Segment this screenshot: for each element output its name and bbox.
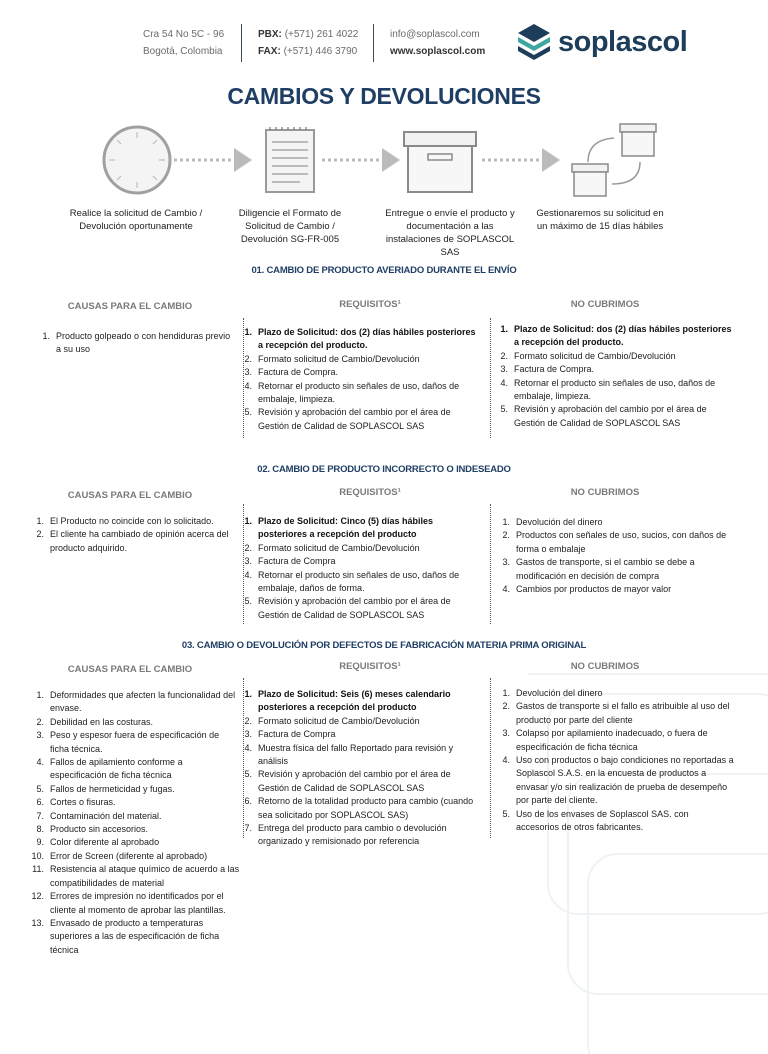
list-item: 1. Devolución del dinero xyxy=(502,688,603,698)
no-cubrimos-header: NO CUBRIMOS xyxy=(570,487,640,498)
causas-header: CAUSAS PARA EL CAMBIO xyxy=(67,664,193,675)
boxes-icon xyxy=(572,124,656,196)
column-divider xyxy=(490,678,491,838)
list-item: 3. Gastos de transporte, si el cambio se debe a modificación en decisión de compra xyxy=(502,557,695,581)
list-item: 5. Fallos de hermeticidad y fugas. xyxy=(36,783,175,794)
no-cubrimos-list xyxy=(492,323,732,430)
list-item: 1. Devolución del dinero xyxy=(502,517,603,527)
list-item: 3. Colapso por apilamiento inadecuado, o fuera de especificación de ficha técnica xyxy=(502,728,708,752)
list-item: 5. Revisión y aprobación del cambio por el área de Gestión de Calidad de SOPLASCOL SAS xyxy=(244,596,451,620)
list-item: 4. Retornar el producto sin señales de uso, daños de embalaje, daños de forma. xyxy=(244,569,460,594)
list-item: 10. Error de Screen (diferente al aprobado) xyxy=(31,850,208,861)
section-2-title: 02. CAMBIO DE PRODUCTO INCORRECTO O INDESEADO xyxy=(257,464,511,475)
list-item: 2. Debilidad en las costuras. xyxy=(36,716,154,727)
list-item: 3. Factura de Compra xyxy=(244,729,336,740)
email-link[interactable]: info@soplascol.com xyxy=(390,29,480,40)
list-item: 2. Gastos de transporte si el fallo es atribuible al uso del producto por parte del cliente xyxy=(502,701,730,725)
arrow-icon xyxy=(174,148,252,172)
header-divider xyxy=(241,24,242,62)
list-item: 4. Retornar el producto sin señales de uso, daños de embalaje, limpieza. xyxy=(244,380,460,405)
logo-icon xyxy=(516,22,552,62)
no-cubrimos-header: NO CUBRIMOS xyxy=(570,661,640,672)
company-address xyxy=(143,26,224,60)
list-item: 1. El Producto no coincide con lo solicitado. xyxy=(36,516,214,526)
requisitos-header: REQUISITOS¹ xyxy=(339,487,401,498)
step-3-text: Entregue o envíe el producto y documentación a las instalaciones de SOPLASCOL SAS xyxy=(385,208,515,258)
list-item: 2. Formato solicitud de Cambio/Devolución xyxy=(500,350,676,361)
city-line: Bogotá, Colombia xyxy=(143,46,223,57)
company-contact xyxy=(390,26,485,60)
causas-list xyxy=(28,689,240,957)
list-item: 5. Uso de los envases de Soplascol SAS. con accesorios de otros fabricantes. xyxy=(502,808,689,833)
list-item: 3. Factura de Compra xyxy=(244,556,336,567)
fax-label: FAX: xyxy=(258,46,281,57)
address-line: Cra 54 No 5C - 96 xyxy=(143,29,225,40)
list-item: 3. Factura de Compra. xyxy=(500,364,595,375)
fax-number: (+571) 446 3790 xyxy=(283,46,358,57)
requisitos-header: REQUISITOS¹ xyxy=(339,661,401,672)
company-phones xyxy=(258,26,358,60)
step-2-text: Diligencie el Formato de Solicitud de Cambio / Devolución SG-FR-005 xyxy=(238,208,342,245)
letterhead xyxy=(0,0,768,76)
list-item: 1. Deformidades que afecten la funcionalidad del envase. xyxy=(36,690,236,714)
column-divider xyxy=(490,504,491,624)
list-item: 3. Factura de Compra. xyxy=(244,367,339,378)
arrow-icon xyxy=(482,148,560,172)
clock-icon xyxy=(104,127,170,193)
list-item: 7. Entrega del producto para cambio o devolución organizado y remisionado por referencia xyxy=(244,823,447,847)
column-divider xyxy=(490,318,491,438)
causas-header: CAUSAS PARA EL CAMBIO xyxy=(67,301,193,312)
list-item: 11. Resistencia al ataque químico de acuerdo a las compatibilidades de material xyxy=(32,864,240,888)
arrow-icon xyxy=(322,148,400,172)
list-item: 2. Formato solicitud de Cambio/Devolución xyxy=(244,353,420,364)
list-item: 8. Producto sin accesorios. xyxy=(36,824,149,835)
list-item: 7. Contaminación del material. xyxy=(36,810,162,821)
list-item: 6. Cortes o fisuras. xyxy=(36,797,116,808)
list-item: 5. Revisión y aprobación del cambio por el área de Gestión de Calidad de SOPLASCOL SAS xyxy=(244,769,451,793)
list-item: 6. Retorno de la totalidad producto para cambio (cuando sea solicitado por SOPLASCOL SAS) xyxy=(244,796,474,820)
list-item: 2. El cliente ha cambiado de opinión acerca del producto adquirido. xyxy=(36,529,229,553)
website-link[interactable]: www.soplascol.com xyxy=(390,46,486,57)
list-item: 13. Envasado de producto a temperaturas superiores a las de especificación de ficha técnica xyxy=(31,917,220,955)
list-item: 5. Revisión y aprobación del cambio por el área de Gestión de Calidad de SOPLASCOL SAS xyxy=(244,407,451,431)
requisitos-list xyxy=(236,326,481,433)
step-1-text: Realice la solicitud de Cambio / Devolución oportunamente xyxy=(69,208,203,232)
list-item: 4. Uso con productos o bajo condiciones no reportadas a Soplascol S.A.S. en la encuesta de productos a envasar y/o sin realización de prueba de desempeño por parte del cliente. xyxy=(502,755,734,806)
list-item: 12. Errores de impresión no identificados por el cliente al momento de aprobar las plantillas. xyxy=(31,891,226,915)
soplascol-logo xyxy=(516,22,687,62)
causas-list xyxy=(28,515,238,555)
no-cubrimos-header: NO CUBRIMOS xyxy=(570,299,640,310)
causas-header: CAUSAS PARA EL CAMBIO xyxy=(67,490,193,501)
form-icon xyxy=(266,127,314,192)
list-item: 1. Plazo de Solicitud: dos (2) días hábiles posteriores a recepción del producto. xyxy=(244,327,476,351)
causas-list xyxy=(34,330,234,357)
requisitos-header: REQUISITOS¹ xyxy=(339,299,401,310)
list-item: 4. Fallos de apilamiento conforme a especificación de ficha técnica xyxy=(36,757,183,781)
header-divider xyxy=(373,24,374,62)
list-item: 1. Plazo de Solicitud: Cinco (5) días hábiles posteriores a recepción del producto xyxy=(244,516,434,540)
brand-name: soplascol xyxy=(558,25,688,58)
requisitos-list xyxy=(236,688,484,849)
list-item: 2. Formato solicitud de Cambio/Devolución xyxy=(244,715,420,726)
list-item: 1. Plazo de Solicitud: dos (2) días hábiles posteriores a recepción del producto. xyxy=(500,324,732,348)
list-item: 4. Muestra física del fallo Reportado para revisión y análisis xyxy=(244,742,454,767)
list-item: 5. Revisión y aprobación del cambio por el área de Gestión de Calidad de SOPLASCOL SAS xyxy=(500,404,707,428)
section-3-title: 03. CAMBIO O DEVOLUCIÓN POR DEFECTOS DE FABRICACIÓN MATERIA PRIMA ORIGINAL xyxy=(181,640,587,651)
pbx-number: (+571) 261 4022 xyxy=(284,29,359,40)
no-cubrimos-list xyxy=(494,687,734,834)
step-4-text: Gestionaremos su solicitud en un máximo de 15 días hábiles xyxy=(536,208,664,232)
requisitos-list xyxy=(236,515,481,622)
box-icon xyxy=(404,132,476,192)
section-1-title: 01. CAMBIO DE PRODUCTO AVERIADO DURANTE EL ENVÍO xyxy=(251,265,517,276)
process-illustration xyxy=(0,118,768,204)
list-item: 1. Producto golpeado o con hendiduras previo a su uso xyxy=(42,331,231,355)
list-item: 9. Color diferente al aprobado xyxy=(36,837,160,848)
list-item: 3. Peso y espesor fuera de especificación de ficha técnica. xyxy=(36,730,220,754)
list-item: 2. Productos con señales de uso, sucios, con daños de forma o embalaje xyxy=(502,530,727,554)
no-cubrimos-list xyxy=(494,516,734,596)
pbx-label: PBX: xyxy=(258,29,282,40)
list-item: 4. Retornar el producto sin señales de uso, daños de embalaje, limpieza. xyxy=(500,377,716,402)
list-item: 2. Formato solicitud de Cambio/Devolución xyxy=(244,542,420,553)
page-title: CAMBIOS Y DEVOLUCIONES xyxy=(227,83,541,109)
list-item: 4. Cambios por productos de mayor valor xyxy=(502,584,672,595)
list-item: 1. Plazo de Solicitud: Seis (6) meses calendario posteriores a recepción del producto xyxy=(244,689,451,713)
